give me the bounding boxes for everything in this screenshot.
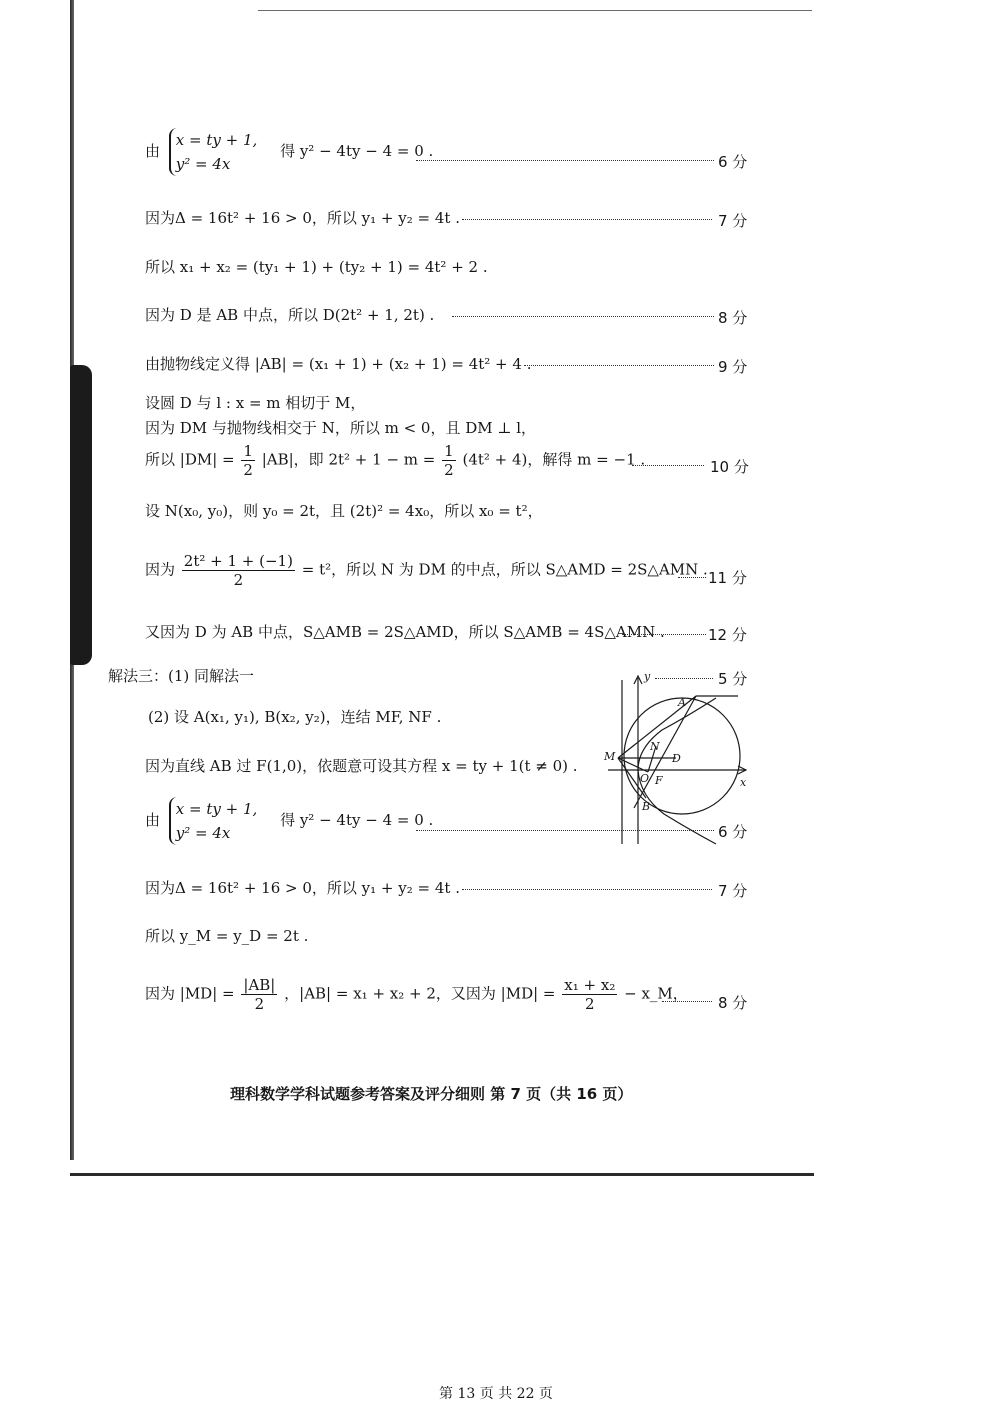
text-line: 因为直线 AB 过 F(1,0)，依题意可设其方程 x = ty + 1(t ≠ 0) . <box>145 757 578 775</box>
text-line: (2) 设 A(x₁, y₁), B(x₂, y₂)，连结 MF, NF . <box>148 708 442 726</box>
eq-result: 得 y² − 4ty − 4 = 0 . <box>280 811 434 829</box>
label-b: B <box>642 800 651 813</box>
parabola-curve <box>638 698 716 844</box>
fraction-denominator: 2 <box>254 995 265 1013</box>
fraction <box>182 552 295 589</box>
leader-dots <box>524 365 714 366</box>
eq-prefix: 由 <box>145 142 161 160</box>
circle-d <box>624 698 740 814</box>
score-mark: 10 分 <box>710 458 749 476</box>
text-line: 因为 DM 与抛物线相交于 N，所以 m < 0，且 DM ⊥ l， <box>145 419 537 437</box>
geometry-diagram <box>598 668 758 848</box>
fraction-numerator: 2t² + 1 + (−1) <box>183 552 293 570</box>
label-f: F <box>655 774 663 787</box>
fraction <box>241 976 277 1013</box>
score-mark: 5 分 <box>718 670 748 688</box>
label-m: M <box>604 750 616 763</box>
fraction-denominator: 2 <box>233 571 244 589</box>
label-a: A <box>678 696 686 709</box>
score-mark: 11 分 <box>708 569 747 587</box>
leader-dots <box>678 577 706 578</box>
leader-dots <box>622 634 706 635</box>
label-o: O <box>640 772 650 785</box>
eq-prefix: 由 <box>145 811 161 829</box>
fraction-denominator: 2 <box>585 995 595 1013</box>
bottom-rule <box>70 1173 814 1176</box>
text-span: − x_M， <box>624 984 688 1003</box>
score-mark: 8 分 <box>718 994 748 1012</box>
score-mark: 9 分 <box>718 358 748 376</box>
page-number: 第 13 页 共 22 页 <box>439 1386 553 1402</box>
fraction <box>241 442 255 479</box>
fraction-numerator: 1 <box>444 442 454 460</box>
eq-md-line <box>145 976 688 1013</box>
text-span: |AB|，即 2t² + 1 − m = <box>261 450 436 469</box>
text-line: 由抛物线定义得 |AB| = (x₁ + 1) + (x₂ + 1) = 4t² + 4 . <box>145 355 532 373</box>
score-mark: 7 分 <box>718 882 748 900</box>
eq-result: 得 y² − 4ty − 4 = 0 . <box>280 142 434 160</box>
equation-system <box>169 797 257 845</box>
score-mark: 8 分 <box>718 309 748 327</box>
text-line: 因为Δ = 16t² + 16 > 0，所以 y₁ + y₂ = 4t . <box>145 879 460 897</box>
fraction-numerator: |AB| <box>243 976 276 994</box>
score-mark: 12 分 <box>708 626 747 644</box>
score-mark: 7 分 <box>718 212 748 230</box>
text-line: 所以 y_M = y_D = 2t . <box>145 927 309 945</box>
leader-dots <box>662 1001 712 1002</box>
fraction-numerator: 1 <box>243 442 253 460</box>
eq-system-1 <box>145 128 433 176</box>
fraction <box>442 442 456 479</box>
eq-system-2 <box>145 797 433 845</box>
leader-dots <box>632 465 704 466</box>
score-mark: 6 分 <box>718 153 748 171</box>
eq-dm-line <box>145 442 645 479</box>
text-line: 因为Δ = 16t² + 16 > 0，所以 y₁ + y₂ = 4t . <box>145 209 460 227</box>
text-span: 因为 <box>145 560 176 579</box>
fraction-denominator: 2 <box>444 461 454 479</box>
fraction-numerator: x₁ + x₂ <box>564 976 616 994</box>
leader-dots <box>462 219 712 220</box>
label-n: N <box>650 740 660 753</box>
system-eq-line: x = ty + 1, <box>175 131 258 149</box>
leader-dots <box>462 889 712 890</box>
method-heading: 解法三：(1) 同解法一 <box>108 667 255 685</box>
text-line: 所以 x₁ + x₂ = (ty₁ + 1) + (ty₂ + 1) = 4t² + 2 . <box>145 258 488 276</box>
label-y: y <box>644 670 651 683</box>
fraction <box>562 976 617 1013</box>
equation-system <box>169 128 257 176</box>
text-span: (4t² + 4)，解得 m = −1 . <box>462 450 646 469</box>
text-line: 又因为 D 为 AB 中点，S△AMB = 2S△AMD，所以 S△AMB = 4S△AMN . <box>145 623 665 641</box>
leader-dots <box>416 160 714 161</box>
fraction-denominator: 2 <box>243 461 253 479</box>
text-span: ，|AB| = x₁ + x₂ + 2，又因为 |MD| = <box>284 984 556 1003</box>
eq-midpoint-line <box>145 552 708 589</box>
text-span: 所以 |DM| = <box>145 450 235 469</box>
source-footer: 理科数学学科试题参考答案及评分细则 第 7 页（共 16 页） <box>230 1085 633 1103</box>
score-mark: 6 分 <box>718 823 748 841</box>
leader-dots <box>452 316 714 317</box>
text-line: 因为 D 是 AB 中点，所以 D(2t² + 1, 2t) . <box>145 306 435 324</box>
text-line: 设圆 D 与 l : x = m 相切于 M， <box>145 394 366 412</box>
system-eq-line: y² = 4x <box>175 155 231 173</box>
text-span: 因为 |MD| = <box>145 984 235 1003</box>
scan-left-shadow <box>70 365 92 665</box>
system-eq-line: y² = 4x <box>175 824 231 842</box>
text-span: = t²，所以 N 为 DM 的中点，所以 S△AMD = 2S△AMN . <box>301 560 708 579</box>
system-eq-line: x = ty + 1, <box>175 800 258 818</box>
label-d: D <box>672 752 681 765</box>
label-x: x <box>740 776 747 789</box>
text-line: 设 N(x₀, y₀)，则 y₀ = 2t，且 (2t)² = 4x₀，所以 x₀ = t²， <box>145 502 543 520</box>
top-rule <box>258 10 812 11</box>
